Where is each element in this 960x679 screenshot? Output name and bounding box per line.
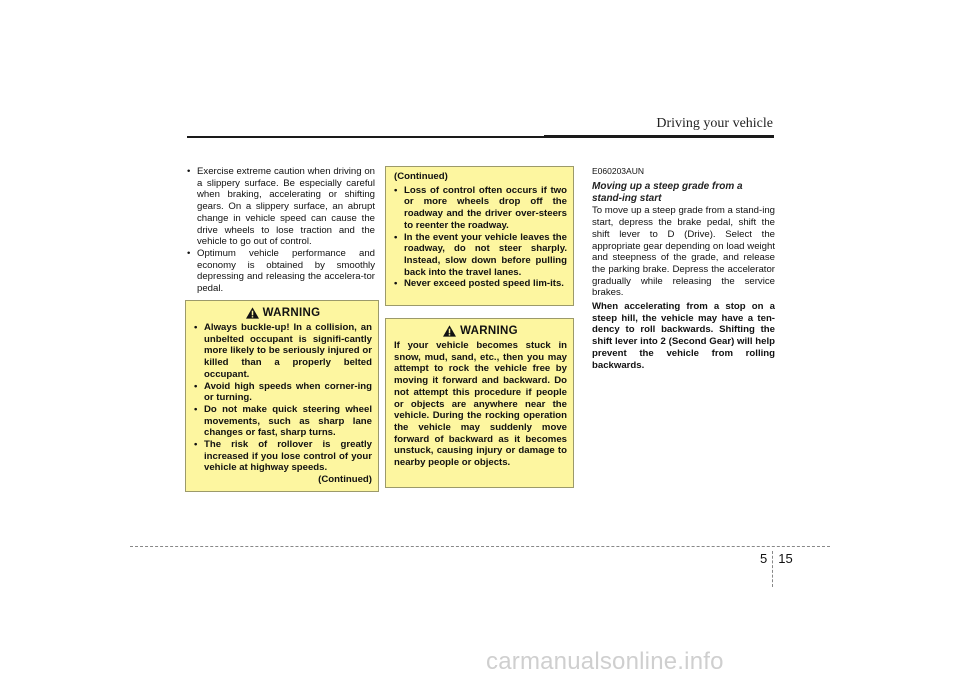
list-item: • Always buckle-up! In a collision, an unbelted occupant is signifi-cantly more likely to be seriously injured or killed than a properly belted occupant. <box>194 322 372 381</box>
warning-heading-text: WARNING <box>262 307 321 319</box>
section-paragraph: To move up a steep grade from a stand-ing start, depress the brake pedal, shift the shift lever to D (Drive). Select the appropriate gear depending on load weight and steepness of the grade, and release the parking brake. Depress the accelerator gradually while releasing the service brakes. <box>592 205 775 299</box>
list-item: • Loss of control often occurs if two or more wheels drop off the roadway and the driver over-steers to reenter the roadway. <box>394 185 567 232</box>
footer-rule <box>130 546 830 547</box>
warning-heading <box>394 325 567 337</box>
header-rule <box>187 136 774 138</box>
warning-box-seatbelt <box>185 300 379 492</box>
list-item: • Exercise extreme caution when driving on a slippery surface. Be especially careful when braking, accelerating or shifting gears. On a slippery surface, an abrupt change in vehicle speed can cause the drive wheels to lose traction and the vehicle to go out of control. <box>187 166 375 248</box>
warning-heading <box>194 307 372 319</box>
warning-box-stuck <box>385 318 574 488</box>
list-item: • In the event your vehicle leaves the roadway, do not steer sharply. Instead, slow down before pulling back into the travel lanes. <box>394 232 567 279</box>
warning-triangle-icon <box>443 325 456 337</box>
list-item: • The risk of rollover is greatly increased if you lose control of your vehicle at highway speeds. <box>194 439 372 474</box>
continued-label: (Continued) <box>394 171 448 182</box>
chapter-number: 5 <box>760 551 768 566</box>
section-subtitle: Moving up a steep grade from a stand-ing start <box>592 181 743 204</box>
warning-bullet-list <box>194 322 372 474</box>
list-item: • Never exceed posted speed lim-its. <box>394 278 567 290</box>
warning-heading-text: WARNING <box>460 325 518 337</box>
left-bullet-list <box>187 166 375 295</box>
section-code: E060203AUN <box>592 166 644 176</box>
continued-warning-box <box>385 166 574 306</box>
warning-triangle-icon <box>246 307 259 319</box>
list-item: • Do not make quick steering wheel movements, such as sharp lane changes or fast, sharp turns. <box>194 404 372 439</box>
watermark: carmanualsonline.info <box>486 648 724 675</box>
list-item: • Optimum vehicle performance and economy is obtained by smoothly depressing and releasing the accelera-tor pedal. <box>187 248 375 295</box>
section-bold-paragraph: When accelerating from a stop on a steep hill, the vehicle may have a ten-dency to roll backwards. Shifting the shift lever into 2 (Second Gear) will help prevent the vehicle from rolling backwards. <box>592 301 775 371</box>
warning-text: If your vehicle becomes stuck in snow, mud, sand, etc., then you may attempt to rock the vehicle free by moving it forward and backward. Do not attempt this procedure if people or objects are anywhere near the vehicle. During the rocking operation the vehicle may suddenly move forward of backward as it becomes unstuck, causing injury or damage to nearby people or objects. <box>394 340 567 469</box>
continued-bullet-list <box>394 185 567 290</box>
left-column <box>187 166 375 295</box>
list-item: • Avoid high speeds when corner-ing or turning. <box>194 381 372 404</box>
continued-label: (Continued) <box>318 474 372 486</box>
page-number <box>760 551 793 587</box>
page-number-value: 15 <box>778 551 793 566</box>
page-header-title: Driving your vehicle <box>656 116 773 131</box>
page-number-separator <box>772 551 773 587</box>
right-column <box>592 166 775 371</box>
